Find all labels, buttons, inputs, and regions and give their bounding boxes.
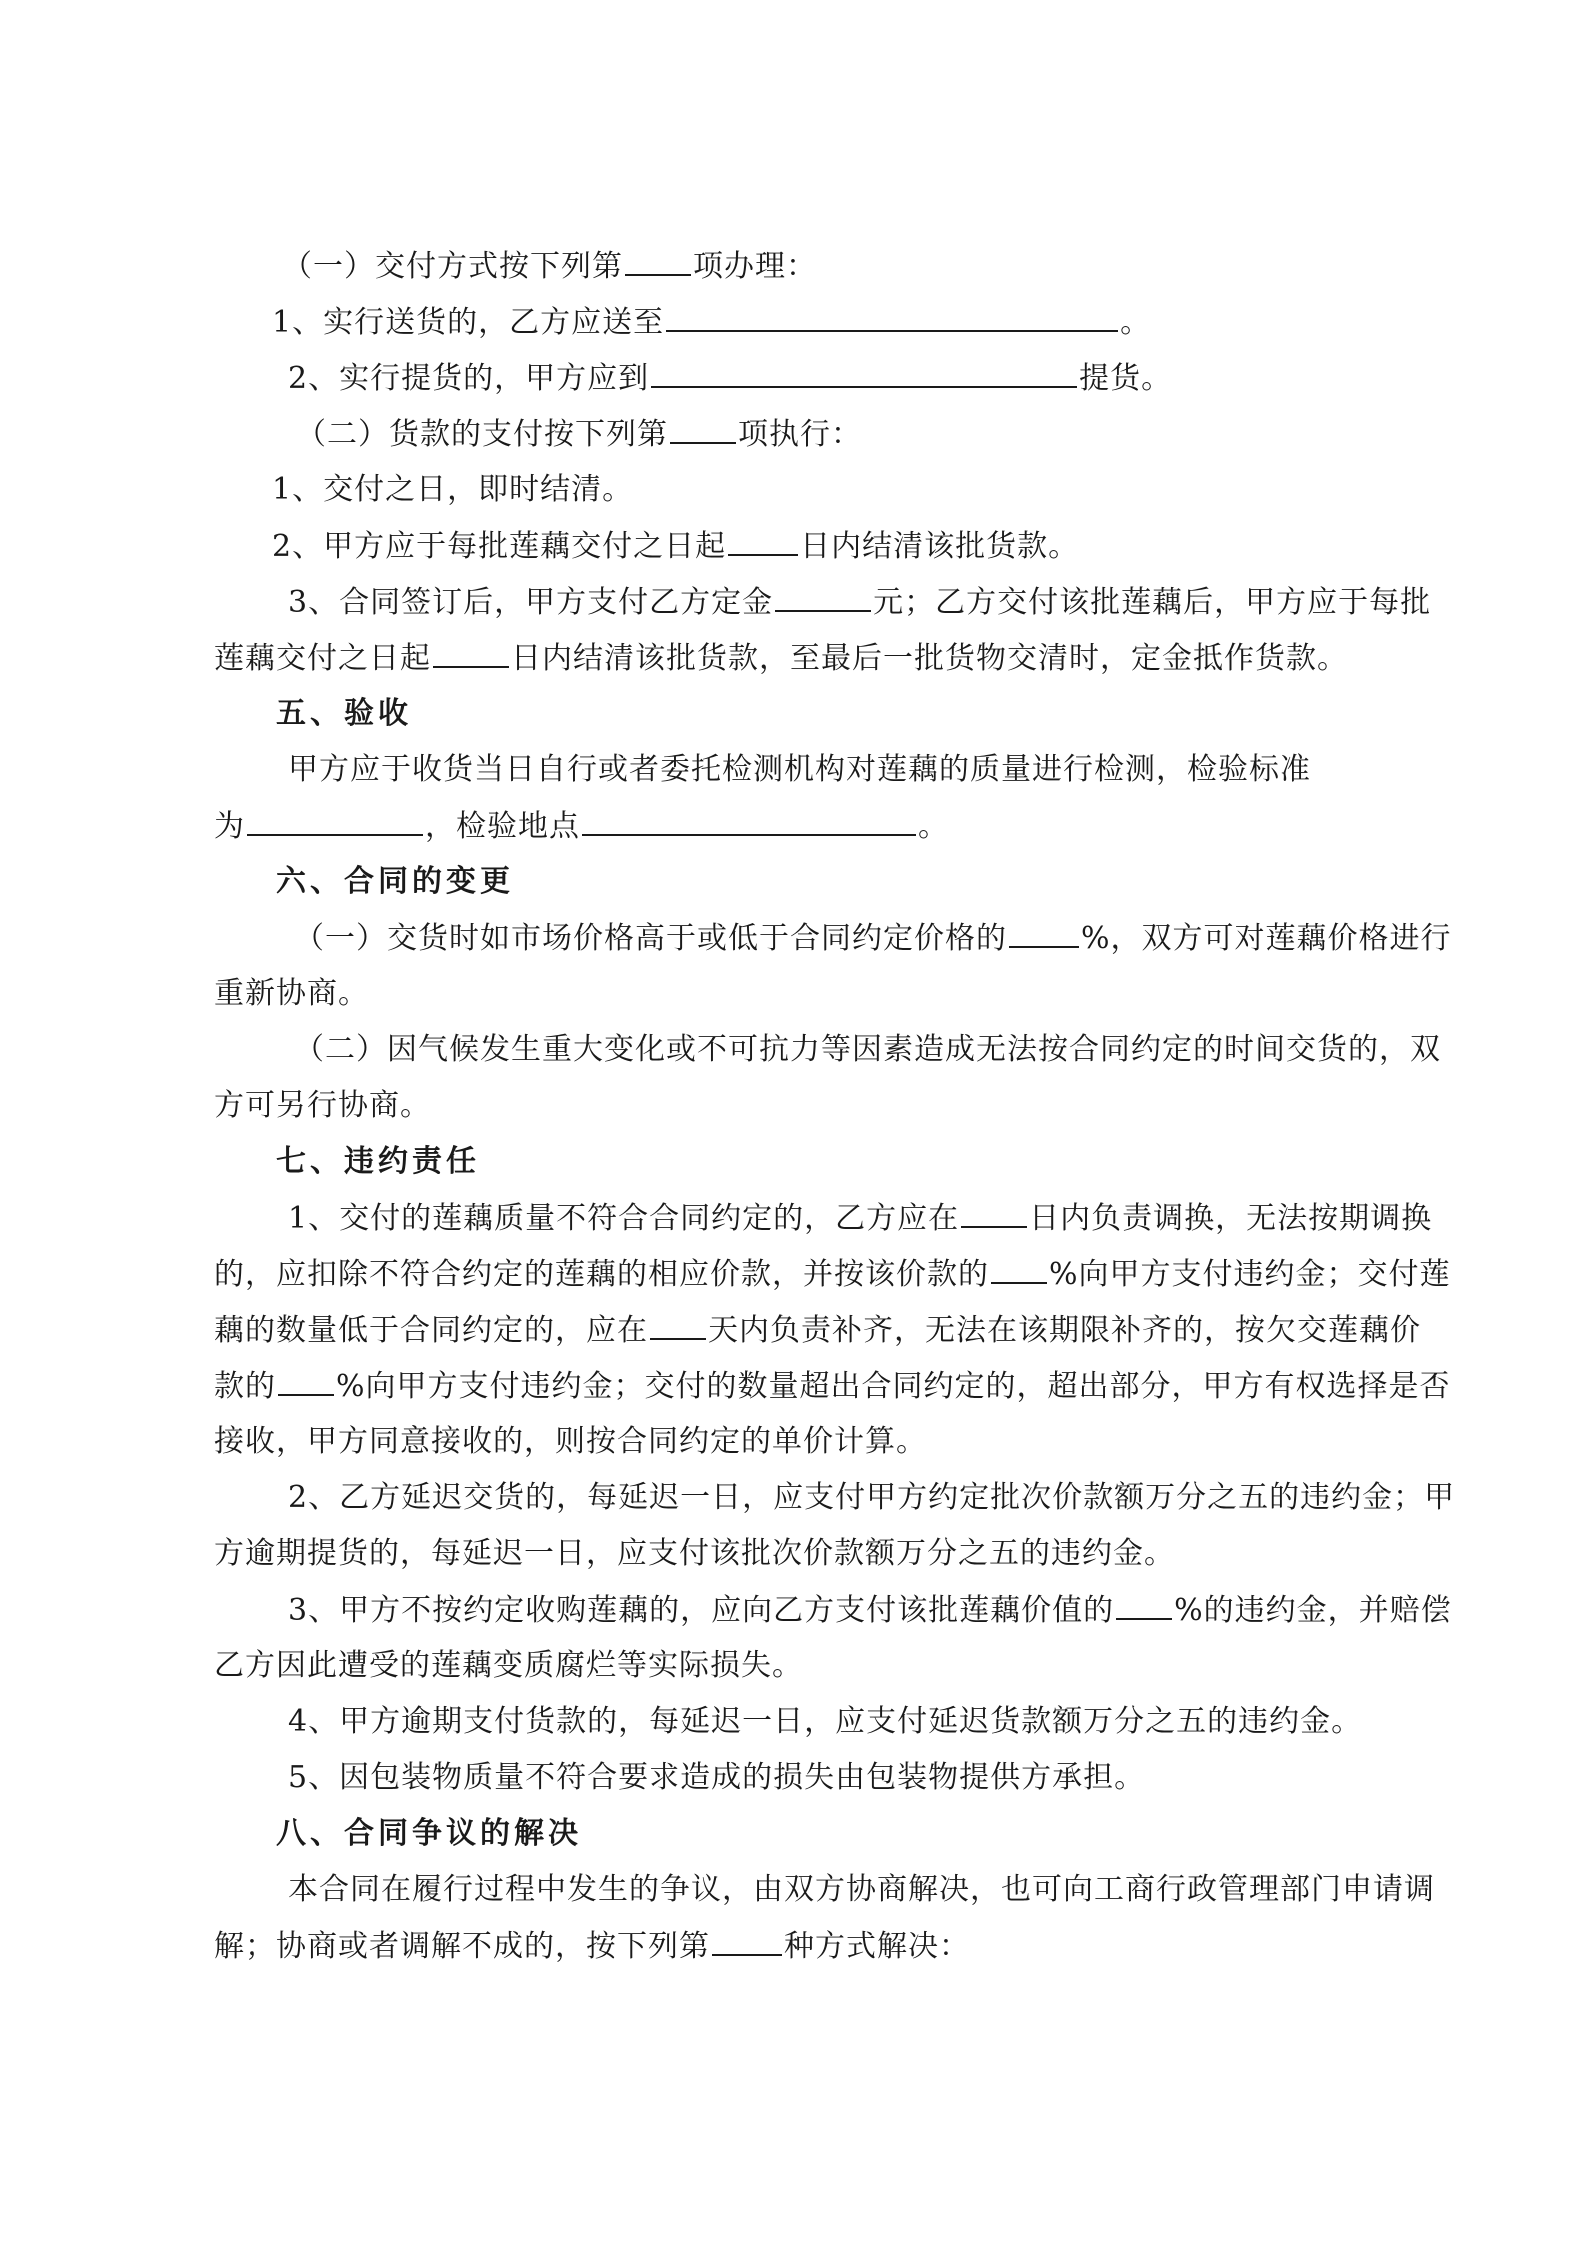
section-heading-dispute: 八、合同争议的解决 [276, 1816, 582, 1851]
section-heading-inspection: 五、验收 [276, 696, 412, 731]
blank-underline [775, 582, 871, 612]
amendment-line-2: （二）因气候发生重大变化或不可抗力等因素造成无法按合同约定的时间交货的，双 [294, 1032, 1441, 1067]
blank-underline [728, 526, 798, 556]
liability-line-3: 3、甲方不按约定收购莲藕的，应向乙方支付该批莲藕价值的 %的违约金，并赔偿 [288, 1590, 1452, 1631]
blank-underline [433, 638, 509, 668]
blank-underline [650, 1310, 706, 1340]
blank-underline [625, 246, 691, 276]
liability-line-1: 1、交付的莲藕质量不符合合同约定的，乙方应在 日内负责调换，无法按期调换 [288, 1198, 1432, 1239]
liability-line-1-cont-d: 接收，甲方同意接收的，则按合同约定的单价计算。 [214, 1424, 927, 1459]
liability-line-3-cont: 乙方因此遭受的莲藕变质腐烂等实际损失。 [214, 1648, 803, 1683]
delivery-line: 1、实行送货的，乙方应送至 。 [272, 302, 1151, 343]
blank-underline [278, 1366, 334, 1396]
payment-option-3: 3、合同签订后，甲方支付乙方定金 元；乙方交付该批莲藕后，甲方应于每批 [288, 582, 1431, 623]
payment-method-line: （二）货款的支付按下列第 项执行： [296, 414, 862, 455]
blank-underline [651, 358, 1077, 388]
liability-line-5: 5、因包装物质量不符合要求造成的损失由包装物提供方承担。 [288, 1760, 1146, 1795]
payment-option-1: 1、交付之日，即时结清。 [272, 472, 634, 507]
amendment-line-2-cont: 方可另行协商。 [214, 1088, 431, 1123]
blank-underline [247, 806, 423, 836]
delivery-method-line: （一）交付方式按下列第 项办理： [282, 246, 817, 287]
blank-underline [670, 414, 736, 444]
liability-line-2-cont: 方逾期提货的，每延迟一日，应支付该批次价款额万分之五的违约金。 [214, 1536, 1175, 1571]
liability-line-1-cont-c: 款的 %向甲方支付违约金；交付的数量超出合同约定的，超出部分，甲方有权选择是否 [214, 1366, 1451, 1407]
pickup-line: 2、实行提货的，甲方应到 提货。 [288, 358, 1172, 399]
amendment-line-1: （一）交货时如市场价格高于或低于合同约定价格的 %，双方可对莲藕价格进行 [294, 918, 1452, 959]
payment-option-3-cont: 莲藕交付之日起 日内结清该批货款，至最后一批货物交清时，定金抵作货款。 [214, 638, 1348, 679]
liability-line-4: 4、甲方逾期支付货款的，每延迟一日，应支付延迟货款额万分之五的违约金。 [288, 1704, 1363, 1739]
payment-option-2: 2、甲方应于每批莲藕交付之日起 日内结清该批货款。 [272, 526, 1079, 567]
inspection-line: 甲方应于收货当日自行或者委托检测机构对莲藕的质量进行检测，检验标准 [288, 752, 1311, 787]
amendment-line-1-cont: 重新协商。 [214, 976, 369, 1011]
blank-underline [582, 806, 916, 836]
liability-line-2: 2、乙方延迟交货的，每延迟一日，应支付甲方约定批次价款额万分之五的违约金；甲 [288, 1480, 1456, 1515]
dispute-line-1: 本合同在履行过程中发生的争议，由双方协商解决，也可向工商行政管理部门申请调 [288, 1872, 1435, 1907]
dispute-line-1-cont: 解；协商或者调解不成的，按下列第 种方式解决： [214, 1926, 970, 1967]
blank-underline [1009, 918, 1079, 948]
liability-line-1-cont-a: 的，应扣除不符合约定的莲藕的相应价款，并按该价款的 %向甲方支付违约金；交付莲 [214, 1254, 1451, 1295]
inspection-line-cont: 为 ，检验地点 。 [214, 806, 949, 847]
blank-underline [1116, 1590, 1172, 1620]
blank-underline [712, 1926, 782, 1956]
blank-underline [961, 1198, 1027, 1228]
section-heading-amendment: 六、合同的变更 [276, 864, 514, 899]
liability-line-1-cont-b: 藕的数量低于合同约定的，应在 天内负责补齐，无法在该期限补齐的，按欠交莲藕价 [214, 1310, 1421, 1351]
section-heading-liability: 七、违约责任 [276, 1144, 480, 1179]
blank-underline [666, 302, 1118, 332]
blank-underline [991, 1254, 1047, 1284]
